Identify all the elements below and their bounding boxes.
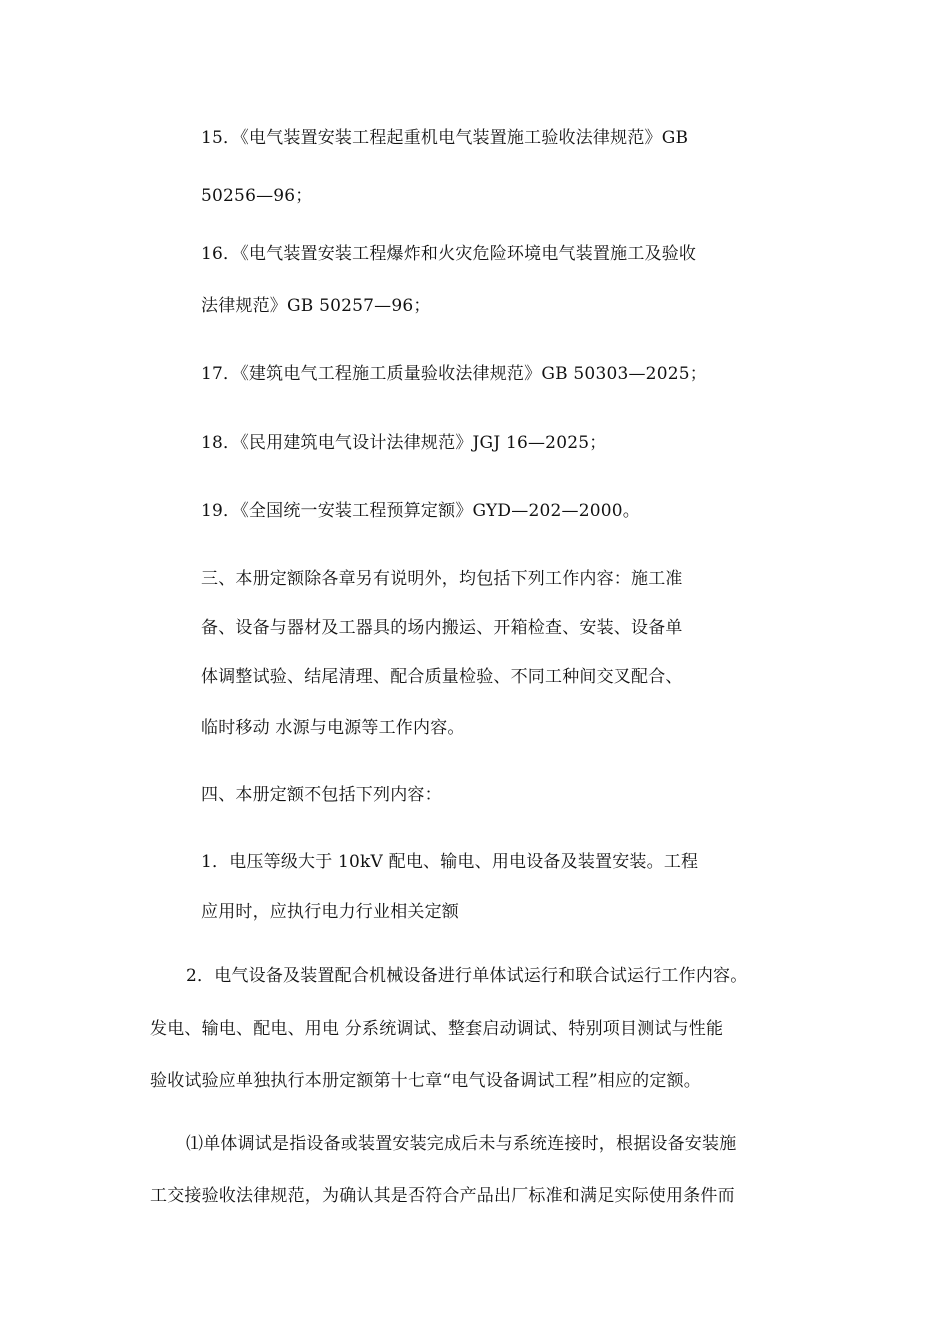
text-line: 四、本册定额不包括下列内容：: [201, 785, 442, 805]
text-line: 1．电压等级大于 10kV 配电、输电、用电设备及装置安装。工程: [201, 852, 699, 872]
text-line: 应用时，应执行电力行业相关定额: [201, 902, 459, 922]
text-line: 验收试验应单独执行本册定额第十七章“电气设备调试工程”相应的定额。: [150, 1071, 701, 1091]
text-line: 发电、输电、配电、用电 分系统调试、整套启动调试、特别项目测试与性能: [150, 1019, 724, 1039]
text-line: 50256—96；: [201, 186, 313, 206]
text-line: 体调整试验、结尾清理、配合质量检验、不同工种间交叉配合、: [201, 667, 683, 687]
text-line: 17．《建筑电气工程施工质量验收法律规范》GB 50303—2025；: [201, 364, 707, 384]
text-line: 16．《电气装置安装工程爆炸和火灾危险环境电气装置施工及验收: [201, 244, 697, 264]
text-line: 备、设备与器材及工器具的场内搬运、开箱检查、安装、设备单: [201, 618, 683, 638]
text-line: 2．电气设备及装置配合机械设备进行单体试运行和联合试运行工作内容。: [186, 966, 748, 986]
text-line: 临时移动 水源与电源等工作内容。: [201, 718, 465, 738]
text-line: 三、本册定额除各章另有说明外，均包括下列工作内容：施工准: [201, 569, 683, 589]
text-line: 工交接验收法律规范，为确认其是否符合产品出厂标准和满足实际使用条件而: [150, 1186, 735, 1206]
text-line: ⑴单体调试是指设备或装置安装完成后未与系统连接时，根据设备安装施: [186, 1134, 737, 1154]
text-line: 法律规范》GB 50257—96；: [201, 296, 431, 316]
text-line: 18．《民用建筑电气设计法律规范》JGJ 16—2025；: [201, 433, 607, 453]
text-line: 19．《全国统一安装工程预算定额》GYD—202—2000。: [201, 501, 640, 521]
text-line: 15．《电气装置安装工程起重机电气装置施工验收法律规范》GB: [201, 128, 689, 148]
